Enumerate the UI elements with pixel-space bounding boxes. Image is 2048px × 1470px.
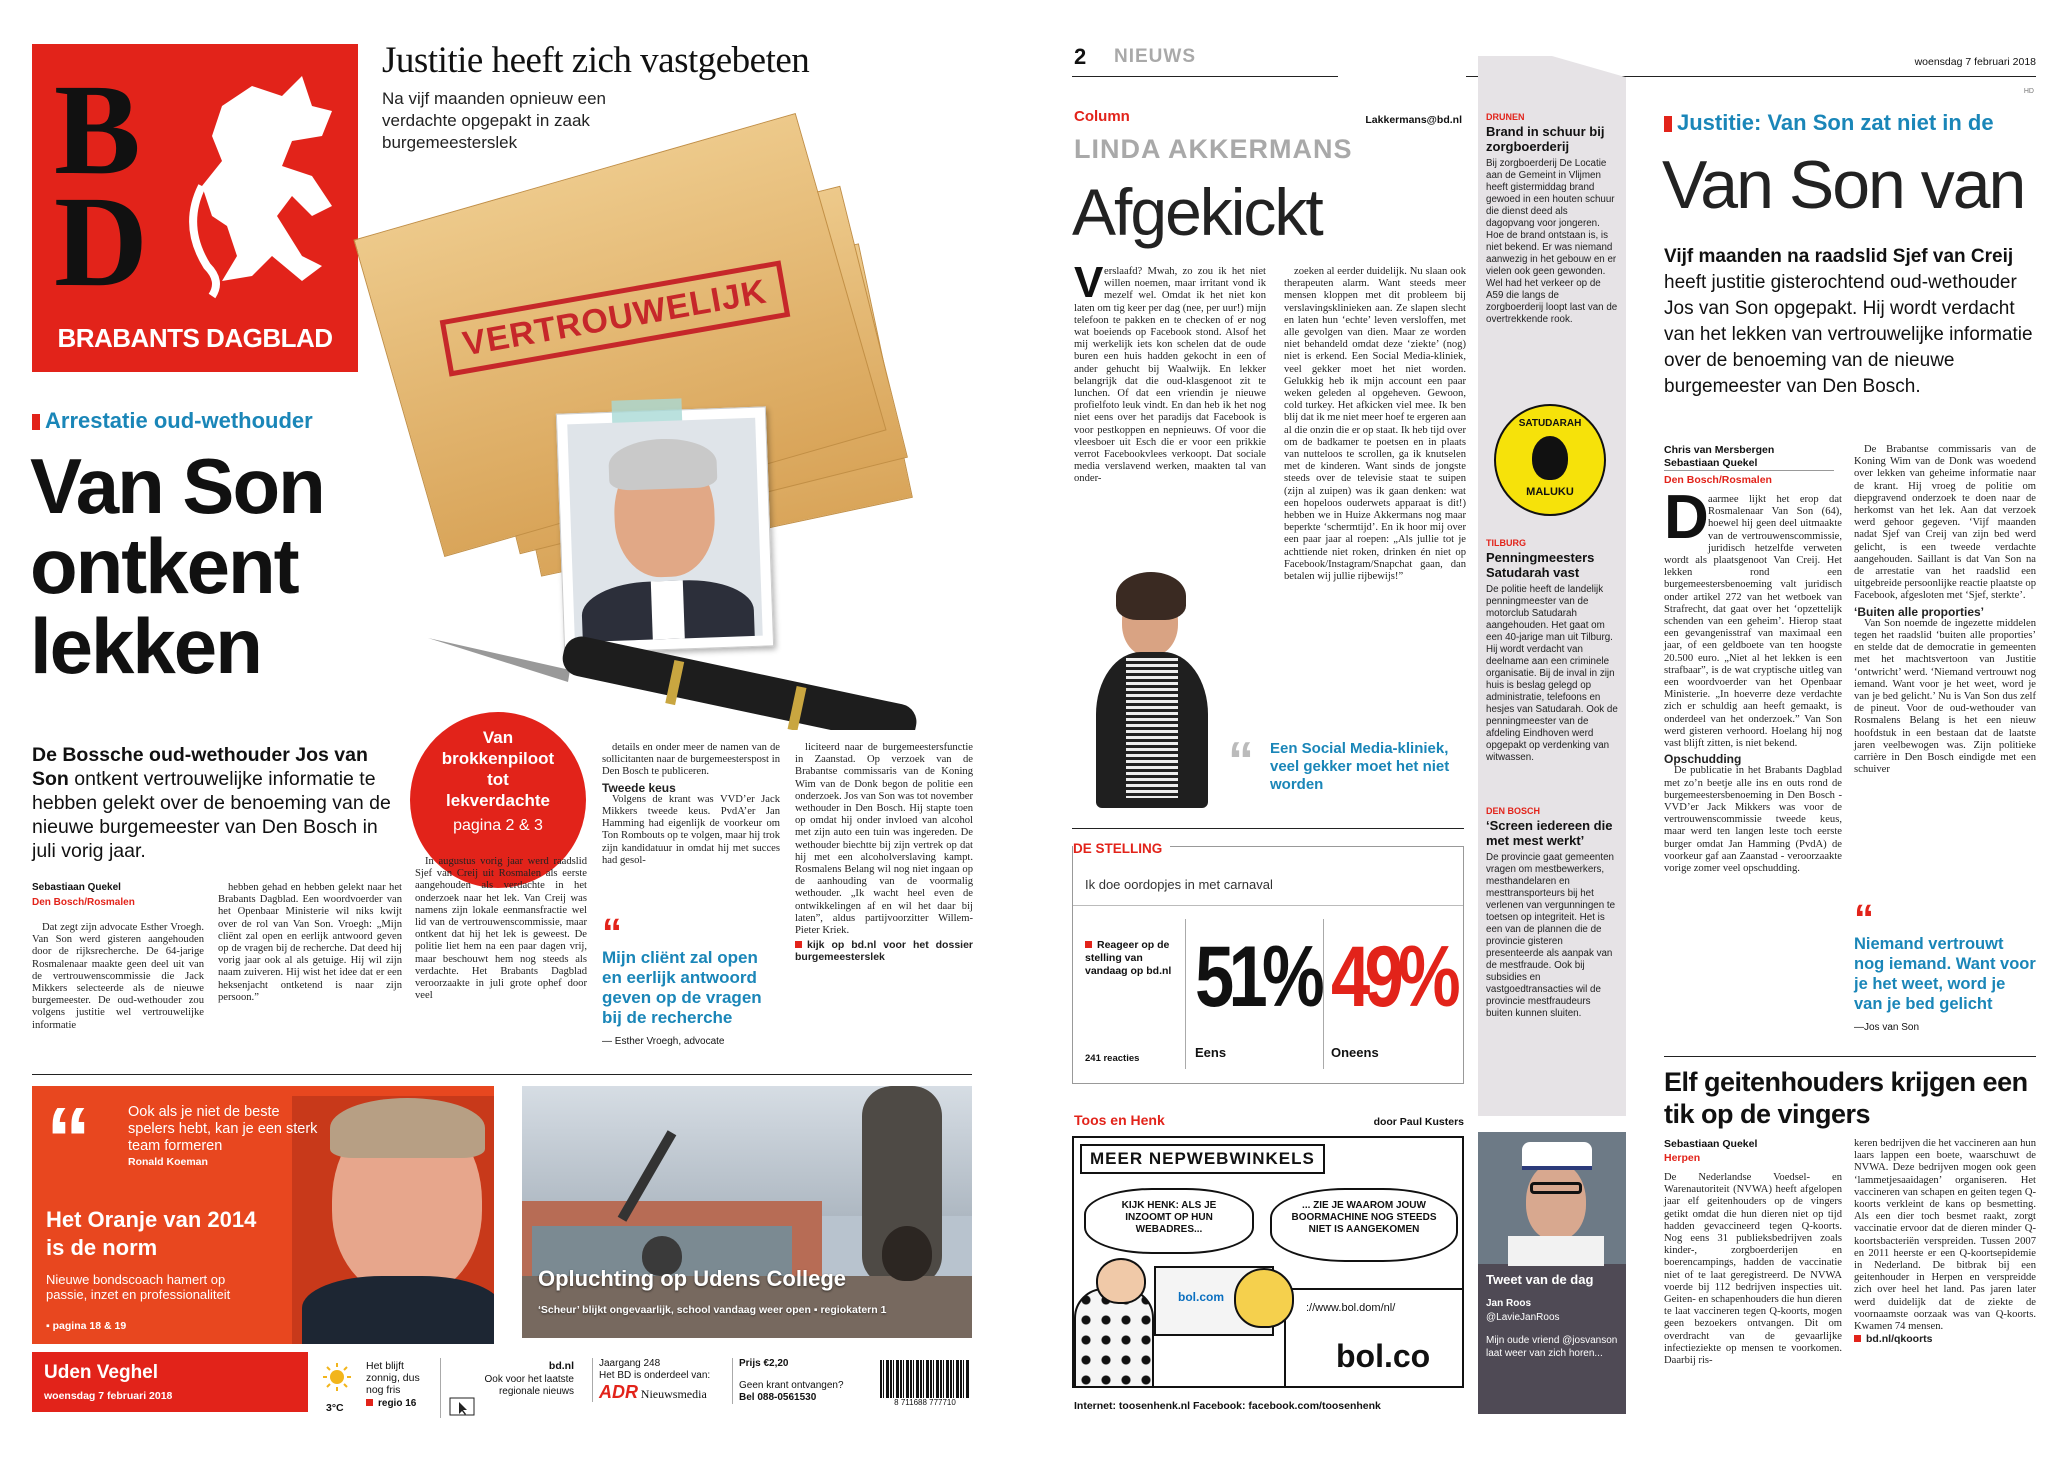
- promo-text: ‘Scheur’ blijkt ongevaarlijk, school vandaag weer open ▪ regiokatern 1: [538, 1304, 887, 1316]
- subscription-box: Prijs €2,20 Geen krant ontvangen? Bel 088-0561530: [732, 1358, 862, 1404]
- front-intro: De Bossche oud-wethouder Jos van Son ontkent vertrouwelijke informatie te hebben gelekt over de benoeming van de nieuwe burgemeester van Den Bosch in juli vorig jaar.: [32, 744, 391, 862]
- tweet-box[interactable]: [1478, 1132, 1626, 1414]
- main-byline: Chris van Mersbergen Sebastiaan Quekel: [1664, 444, 1775, 469]
- column-text: V erslaafd? Mwah, zo zou ik het niet willen noemen, maar irritant vond ik mezelf wel. Omdat ik het niet kon laten om tig keer per dag (nee, per uur!) mijn telefoon te pakken en te checken of er nog wat boeiends op Facebook stond. Alsof het mij werkelijk iets kon schelen dat de oude buren een huis hadden gekocht in een of ander gehucht bij Waalwijk. En lekker belangrijk dat die oud-klasgenoot zit te lunchen. Of dat een vriendin je nieuwe profielfoto leuk vindt. En dan heb ik het nog niet eens over het paradijs dat Facebook is voor pestkoppen en nepnieuws. Of voor die vleesboer uit Esch die er voor een prikkie verrot Facebookvlees verkoopt. Dat sociale media verslavend werken, maakten tal van onder-: [1074, 258, 1266, 485]
- comic-label: Toos en Henk: [1074, 1112, 1165, 1128]
- adr-logo: ADR: [599, 1382, 638, 1402]
- subhead: Opschudding: [1664, 752, 1742, 767]
- page-two: [1048, 0, 2048, 1470]
- sidebar-item[interactable]: TILBURG Penningmeesters Satudarah vast De politie heeft de landelijk penningmeester van de motorclub Satudarah aangehouden. Het gaat om een 40-jarige man uit Tilburg. Hij wordt verdacht van deelname aan een criminele organisatie. Bij de inval in zijn huis is beslag gelegd op administratie, telefoons en hesjes van Satudarah. Ook de penningmeester van de afdeling Eindhoven werd opgepakt op verdenking van witwassen.: [1486, 538, 1618, 763]
- article-column: hebben gehad en hebben gelekt naar het Brabants Dagblad. Een woordvoerder van het Openbaar Ministerie wil niks kwijt over de rol van Van Son. Vroegh: „Mijn cliënt zal open en eerlijk antwoord geven op de vragen bij de recherche. Dat deed hij vorig jaar ook al als getuige. Hij wil zijn naam zuiveren. Hij wist het idee dat er een heksenjacht ontketend is naar zijn persoon.”: [218, 882, 402, 1003]
- dossier-illustration: [360, 130, 1000, 730]
- lion-icon: [182, 66, 352, 306]
- poll-question: Ik doe oordopjes in met carnaval: [1085, 877, 1273, 892]
- column-label: Column: [1074, 108, 1130, 125]
- comic-screen-text: bol.co: [1336, 1338, 1431, 1374]
- promo-title: Opluchting op Udens College: [538, 1266, 846, 1291]
- poll-label: DE STELLING: [1073, 841, 1170, 856]
- quote-icon: “: [46, 1090, 91, 1190]
- poll-agree-percentage: 51%: [1195, 929, 1319, 1025]
- front-headline[interactable]: [30, 442, 324, 690]
- quote-icon: “: [1854, 897, 1874, 941]
- subhead: Tweede keus: [602, 780, 676, 795]
- poll-count: 241 reacties: [1085, 1053, 1140, 1064]
- column-pull-quote: “ Een Social Media-kliniek, veel gekker moet het niet worden: [1228, 732, 1450, 793]
- quote-icon: “: [602, 911, 622, 955]
- poll-agree-label: Eens: [1195, 1045, 1227, 1060]
- promo-title: Het Oranje van 2014 is de norm: [46, 1207, 257, 1260]
- goat-dateline: Herpen: [1664, 1152, 1701, 1164]
- circle-title: Van brokkenpiloot tot lekverdachte: [441, 728, 555, 810]
- dropcap: D: [1664, 483, 1709, 552]
- logo-name: BRABANTS DAGBLAD: [57, 323, 333, 353]
- subhead: ‘Buiten alle proporties’: [1854, 604, 1985, 619]
- tweet-handle: @LavieJanRoos: [1486, 1312, 1560, 1323]
- poll-disagree-label: Oneens: [1331, 1045, 1379, 1060]
- front-page: [0, 0, 1000, 1470]
- article-column: Dat zegt zijn advocate Esther Vroegh. Van Son werd gisteren aangehouden door de rijksrecherche. De 64-jarige Rosmalenaar maakte geen deel uit van de vertrouwenscommissie die Jack Mikkers selecteerde als de nieuwe burgemeester. De oud-wethouder zou volgens justitie wel vertrouwelijke informatie: [32, 922, 204, 1031]
- article-column: D aarmee lijkt het erop dat Rosmalenaar Van Son (64), hoewel hij geen deel uitmaakte van de vertrouwenscommissie, juridisch hetzelfde verweten wordt als plaatsgenoot Van Creij. Het lekken rond een burgemeestersbenoeming valt juridisch onder artikel 272 van het wetboek van Strafrecht, dat gaat over het ‘opzettelijk schenden van een geheim’. Hierop staat een gevangenisstraf van maximaal een jaar, of een geldboete van ten hoogste 20.500 euro. „Niet al het lekken is een strafbaar”, is de wat cryptische uitleg van een woordvoerder van het Openbaar Ministerie. „In hoeverre deze verdachte zich er schuldig aan heeft gemaakt, is onderdeel van het onderzoek.” Van Son werd gisteren verhoord. Hoelang hij nog vast blijft zitten, is niet bekend. Opschudding De publicatie in het Brabants Dagblad met zo’n beetje alle ins en outs rond de burgemeestersbenoeming in Den Bosch - VVD’er Jack Mikkers was voor de vertrouwenscommissie tweede keus, maar werd ten langen leste toch eerste burger omdat Jan Hamming (PvdA) de voorkeur gaf aan Zaanstad - veroorzaakte vorige zomer veel opschudding.: [1664, 483, 1842, 875]
- tweet-text: Mijn oude vriend @josvanson laat weer van zich horen...: [1486, 1335, 1618, 1359]
- page-date: woensdag 7 februari 2018: [1914, 56, 2036, 68]
- byline: Sebastiaan Quekel: [32, 882, 121, 893]
- sun-icon: [322, 1362, 352, 1392]
- promo-text: Nieuwe bondscoach hamert op passie, inzet en professionaliteit: [46, 1272, 231, 1302]
- headline-line: lekken: [30, 602, 261, 690]
- headline-line: Van Son: [30, 442, 324, 530]
- circle-ref: pagina 2 & 3: [453, 817, 543, 834]
- brabants-dagblad-logo[interactable]: [32, 44, 358, 372]
- main-pull-quote: “ Niemand vertrouwt nog iemand. Want voor je het weet, word je van je bed gelicht —Jos van Son: [1854, 897, 2036, 1033]
- goat-byline: Sebastiaan Quekel: [1664, 1138, 1758, 1150]
- article-column: In augustus vorig jaar werd raadslid Sjef van Creij uit Rosmalen als eerste aangehouden als verdachte in het onderzoek naar het lek. Van Creij was namens zijn lokale eenmansfractie wel lid van de vertrouwenscommissie, maar ontkent dat hij het lek is geweest. De politie liet hem na een paar dagen vrij, maar beschouwt hem nog steeds als verdachte. Het Brabants Dagblad veroorzaakte in juli grote ophef door veel: [415, 856, 587, 1002]
- main-kicker: Justitie: Van Son zat niet in de: [1664, 110, 1994, 136]
- promo-udens-college[interactable]: [522, 1086, 972, 1338]
- pull-quote: “ Mijn cliënt zal open en eerlijk antwoord geven op de vragen bij de recherche — Esther Vroegh, advocate: [602, 918, 782, 1047]
- mouse-pointer-icon: [449, 1392, 475, 1416]
- comic-footer: Internet: toosenhenk.nl Facebook: facebook.com/toosenhenk: [1074, 1400, 1381, 1412]
- quote-icon: “: [1228, 732, 1254, 790]
- sidebar-item[interactable]: DRUNEN Brand in schuur bij zorgboerderij Bij zorgboerderij De Locatie aan de Gemeint in Vlijmen heeft gistermiddag brand gewoed in een houten schuur die dienst deed als dagopvang voor jongeren. Hoe de brand ontstaan is, is niet bekend. Er was niemand aanwezig in het gebouw en er vielen ook geen gewonden. Wel had het verkeer op de A59 die langs de zorgboerderij loopt last van de overtrekkende rook.: [1486, 112, 1618, 325]
- article-column: De Nederlandse Voedsel- en Warenautoriteit (NVWA) heeft afgelopen jaar elf geitenhouders op de vingers getikt omdat die hun dieren niet op tijd hadden gevaccineerd tegen Q-koorts. Nog eens 31 publieksbedrijven zoals kinder-, zorgboerderijen en boerencampings, hadden de vaccinatie niet of te laat geregistreerd. De NVWA voerde bij 112 bedrijven inspecties uit. Geiten- en schapenhouders die hun dieren te laat vaccineren tegen Q-koorts, mogen geen bezoekers ontvangen. Dit om overdracht van de gevaarlijke infectieziekte op mensen te voorkomen. Daarbij ris-: [1664, 1172, 1842, 1367]
- goat-link[interactable]: bd.nl/qkoorts: [1866, 1333, 1933, 1346]
- site-box[interactable]: bd.nl Ook voor het laatste regionale nieuws: [440, 1358, 580, 1418]
- section-label: NIEUWS: [1114, 46, 1196, 67]
- top-headline: Justitie heeft zich vastgebeten: [382, 40, 810, 81]
- promo-ref[interactable]: ▪ pagina 18 & 19: [46, 1320, 127, 1332]
- column-text: zoeken al eerder duidelijk. Nu slaan ook therapeuten alarm. Want steeds meer mensen kloppen met dit probleem bij verslavingsklinieken aan. Ze slapen slecht en laten hun ‘echte’ leven versloffen, met alle gevolgen van dien. Maar ze worden niet behandeld omdat deze ‘ziekte’ (nog) niet is erkend. Een Social Media-kliniek, veel gekker moet het niet worden. Gelukkig heb ik mijn account een paar weken geleden al opgeheven. Gewoon, cold turkey. Het afkicken viel mee. Ik ben blij dat ik me niet meer hoef te ergeren aan al die onzin die er op staat. Ik heb tijd over om de badkamer te poetsen en in plaats van nutteloos te scrollen, ga ik knutselen met de kinderen. Want sinds de jongste steeds over de televisie staat te suipen (zijn al zuipen) was ik gaan denken: wat een hopeloos ouderwets apparaat is dit!) hebben we in Huize Akkermans nog maar beperkte ‘schermtijd’. En ik hoor mij over een paar jaar al roepen: „Als jullie tot je achttiende niet roken, drinken én niet op Facebook/Instagram/Snapchat gaan, dan betalen wij jullie rijbewijs!”: [1284, 266, 1466, 583]
- sidebar-item[interactable]: DEN BOSCH ‘Screen iedereen die met mest werkt’ De provincie gaat gemeenten vragen om mestbewerkers, mesthandelaren en mesttransporteurs bij het verlenen van vergunningen te toetsen op integriteit. Het is een van de plannen die de provincie gisteren presenteerde als aanpak van de mestfraude. Ook bij subsidies en vastgoedtransacties wil de provincie mestfraudeurs buiten kunnen sluiten.: [1486, 806, 1616, 1019]
- speech-bubble: ... ZIE JE WAAROM JOUW BOORMACHINE NOG STEEDS NIET IS AANGEKOMEN: [1270, 1188, 1458, 1262]
- article-column: liciteerd naar de burgemeestersfunctie in Zaanstad. Op verzoek van de Brabantse commissaris van de Koning Wim van de Donk begon de politie een onderzoek. Jos van Son was tot november wethouder in Den Bosch. Hij stapte toen op omdat hij onder invloed van alcohol met zijn auto een tuin was ingereden. De wethouder biechtte bij zijn vertrek op dat hij met een alcoholverslaving kampt. Rosmalens Belang wil nog niet ingaan op de aanhouding van de voormalig wethouder. „Ik wacht heel even de ontwikkelingen af en wil het daar bij laten”, aldus partijvoorzitter Willem-Pieter Kriek. kijk op bd.nl voor het dossier burgemeesterslek: [795, 742, 973, 964]
- comic-strip: [1072, 1136, 1464, 1388]
- headline-line: ontkent: [30, 522, 298, 610]
- speech-bubble: KIJK HENK: ALS JE INZOOMT OP HUN WEBADRES...: [1084, 1188, 1254, 1254]
- columnist-name: LINDA AKKERMANS: [1074, 134, 1353, 164]
- comic-screen-text: bol.com: [1178, 1290, 1225, 1304]
- columnist-email[interactable]: Lakkermans@bd.nl: [1365, 114, 1462, 126]
- promo-quote-author: Ronald Koeman: [128, 1156, 208, 1168]
- logo-letters: BD: [54, 58, 144, 314]
- confidential-stamp: VERTROUWELIJK: [440, 260, 790, 376]
- article-column: De Brabantse commissaris van de Koning Wim van de Donk was woedend over lekken van geheime informatie naar de krant. Hij vroeg de politie om diepgravend onderzoek te doen naar de herkomst van het lek. Aan dat verzoek werd gehoor gegeven. ‘Vijf maanden nadat Sjef van Creij van zijn bed werd gelicht, is een tweede verdachte aangehouden. Saillant is dat Van Son na de arrestatie van het raadslid een uitgebreide persoonlijke reactie plaatste op Facebook, afgesloten met ‘Sjef, sterkte’. ‘Buiten alle proporties’ Van Son noemde de ingezette middelen tegen het raadslid ‘buiten alle proporties’ en stelde dat de democratie in gemeenten met het machtsvertoon van Justitie ‘ontwricht’ werd. ‘Niemand vertrouwt nog iemand. Want voor je het weet, word je van je bed gelicht.’ Nu is Van Son dus zelf de pineut. Voor de oud-wethouder van Rosmalens Belang is het een nieuw hoofdstuk in een bestaan dat de laatste jaren veelbewogen was. Zijn politieke carrière in Den Bosch eindigde met een schuiver: [1854, 444, 2036, 776]
- promo-quote: Ook als je niet de beste spelers hebt, kan je een sterk team formeren: [128, 1104, 318, 1154]
- barcode: 8 711688 777710: [880, 1360, 970, 1410]
- weather: 3°C Het blijft zonnig, dus nog fris regio 16: [320, 1358, 430, 1418]
- dossier-link[interactable]: kijk op bd.nl voor het dossier burgemeesterslek: [795, 939, 973, 964]
- portrait-photo: [556, 406, 774, 653]
- main-dateline: Den Bosch/Rosmalen: [1664, 474, 1772, 486]
- poll-disagree-percentage: 49%: [1331, 929, 1455, 1025]
- comic-author: door Paul Kusters: [1373, 1116, 1464, 1128]
- dropcap: V: [1074, 258, 1104, 307]
- edition-box: Uden Veghel woensdag 7 februari 2018: [32, 1352, 308, 1412]
- page-number: 2: [1074, 44, 1087, 69]
- dateline: Den Bosch/Rosmalen: [32, 897, 135, 908]
- poll-box[interactable]: [1072, 841, 1464, 1084]
- article-column: details en onder meer de namen van de sollicitanten naar de burgemeesterspost in Den Bosch te publiceren. Tweede keus Volgens de krant was VVD’er Jack Mikkers tweede keus. PvdA’er Jan Hamming had eigenlijk de voorkeur om Ton Rombouts op te volgen, maar hij trok zijn kandidatuur in omdat hij met succes had gesol-: [602, 742, 780, 866]
- top-subhead: Na vijf maanden opnieuw een verdachte opgepakt in zaak burgemeesterslek: [382, 89, 606, 152]
- tweet-label: Tweet van de dag: [1486, 1272, 1594, 1287]
- comic-title: MEER NEPWEBWINKELS: [1080, 1144, 1325, 1174]
- column-title: Afgekickt: [1072, 175, 1322, 249]
- edition-code: HD: [2023, 88, 2034, 95]
- columnist-photo: [1074, 568, 1224, 808]
- publisher-box: Jaargang 248 Het BD is onderdeel van: ADR Nieuwsmedia: [592, 1358, 732, 1402]
- article-column: keren bedrijven die het vaccineren aan hun laars lappen een boete, waarschuwt de NVWA. Deze bedrijven mogen ook geen ‘lammetjesaaidagen’ organiseren. Het vaccineren van schapen en geiten tegen Q-koorts verkleint de kans op besmetting. Als een dier toch besmet raakt, zorgt vaccinatie ervoor dat de dieren minder Q-koortsbacteriën verspreiden. Tussen 2007 en 2011 heerste er een Q-koortsepidemie in Nederland. De bitbrak bij een geitenhouder in Herpen en verspreidde zich over heel het land. Pas jaren later werd duidelijk dat de ziekte de voornaamste oorzaak was van Q-koorts. Kwamen 74 mensen. bd.nl/qkoorts: [1854, 1138, 2036, 1346]
- promo-koeman[interactable]: [32, 1086, 494, 1344]
- goat-headline: Elf geitenhouders krijgen een tik op de vingers: [1664, 1067, 2028, 1129]
- front-kicker: Arrestatie oud-wethouder: [32, 408, 313, 434]
- poll-cta[interactable]: Reageer op de stelling van vandaag op bd.nl: [1085, 939, 1172, 977]
- satudarah-logo: SATUDARAH MALUKU: [1494, 404, 1606, 516]
- main-headline: Van Son van: [1662, 147, 2025, 223]
- comic-screen-text: ://www.bol.dom/nl/: [1306, 1302, 1396, 1314]
- tweet-author: Jan Roos: [1486, 1298, 1532, 1309]
- main-intro: Vijf maanden na raadslid Sjef van Creij heeft justitie gisterochtend oud-wethouder Jos van Son opgepakt. Hij wordt verdacht van het lekken van vertrouwelijke informatie over de benoeming van de nieuwe burgemeester van Den Bosch.: [1664, 246, 2033, 397]
- page-gutter: [1000, 0, 1048, 1470]
